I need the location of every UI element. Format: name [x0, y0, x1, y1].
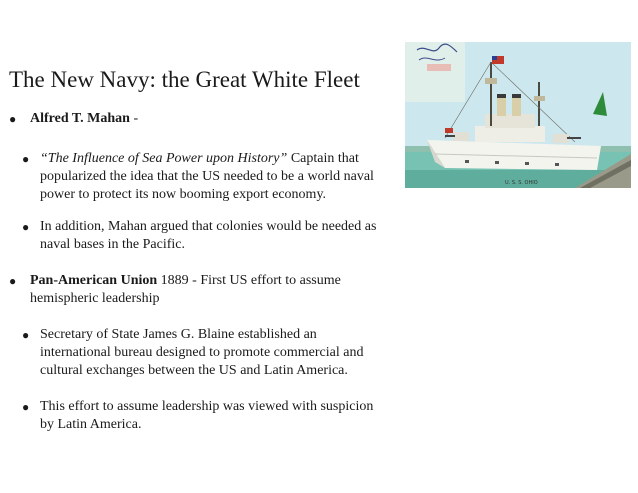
influence-book-title: “The Influence of Sea Power upon History” [40, 151, 288, 166]
suspicion-line2: by Latin America. [40, 417, 142, 432]
suspicion-line1: This effort to assume leadership was viewed with suspicion [40, 399, 374, 414]
mahan-dash: - [129, 111, 139, 126]
colonies-line2: naval bases in the Pacific. [40, 237, 186, 252]
panam-line2: hemispheric leadership [30, 291, 160, 306]
influence-line1: Captain that [287, 151, 359, 166]
mahan-name: Alfred T. Mahan [30, 111, 130, 126]
blaine-line2: international bureau designed to promote commercial and [40, 345, 364, 360]
bullet-dot: ● [22, 328, 30, 342]
photo-caption: U. S. S. OHIO [505, 180, 538, 186]
blaine-line1: Secretary of State James G. Blaine established an [40, 327, 317, 342]
colonies-line1: In addition, Mahan argued that colonies would be needed as [40, 219, 377, 234]
panam-line1: 1889 - First US effort to assume [157, 273, 341, 288]
influence-line2: popularized the idea that the US needed to be a world naval [40, 169, 374, 184]
bullet-dot: ● [22, 400, 30, 414]
battleship-postcard-image [405, 42, 631, 188]
bullet-dot: ● [9, 274, 17, 288]
bullet-dot: ● [22, 220, 30, 234]
slide-title: The New Navy: the Great White Fleet [9, 67, 360, 92]
blaine-line3: cultural exchanges between the US and Latin America. [40, 363, 348, 378]
influence-line3: power to protect its now booming export economy. [40, 187, 327, 202]
bullet-dot: ● [9, 112, 17, 126]
bullet-dot: ● [22, 152, 30, 166]
panam-name: Pan-American Union [30, 273, 158, 288]
battleship-illustration [405, 42, 631, 188]
